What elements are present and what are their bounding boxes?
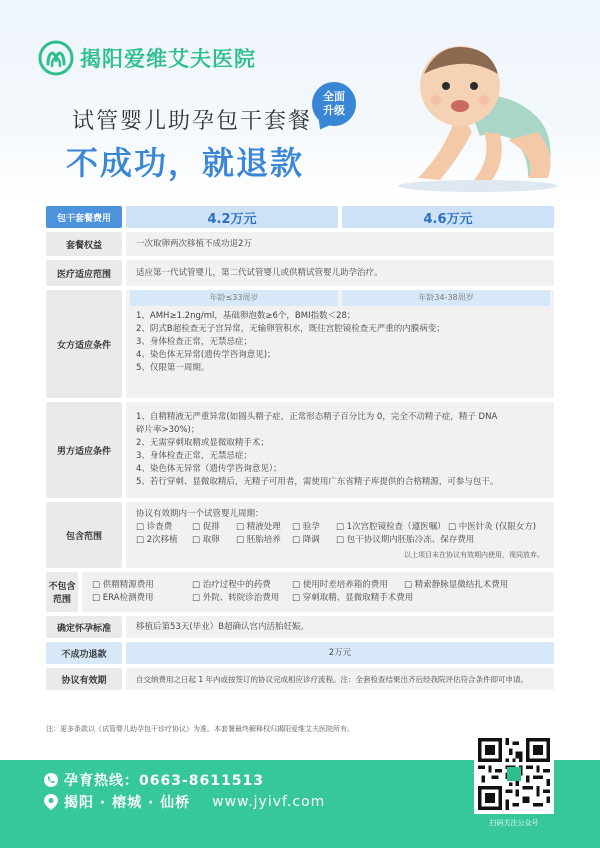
age-brackets <box>130 290 550 306</box>
pregnancy-label: 确定怀孕标准 <box>46 616 122 638</box>
included-item: □ 1次宫腔镜检查（遵医嘱） <box>336 522 446 532</box>
terms-footnote: 注：更多条款以《试管婴儿助孕包干诊疗协议》为准。本套餐最终解释权归揭阳爱维艾夫医院所有。 <box>46 725 354 733</box>
included-list <box>136 521 544 547</box>
male-label: 男方适应条件 <box>46 402 122 498</box>
male-item: 1、自精精液无严重异常(如圆头精子症，正常形态精子百分比为 0，完全不动精子症，精子 DNA <box>136 412 498 422</box>
excluded-row <box>46 572 554 612</box>
male-item: 4、染色体无异常（遗传学咨询意见）； <box>136 464 282 474</box>
hospital-logo <box>38 40 256 76</box>
female-item: 4、染色体无异常(遗传学咨询意见)； <box>136 350 276 360</box>
included-item: □ 胚胎培养 <box>236 535 281 545</box>
included-item <box>448 534 538 547</box>
excluded-item: □ 精索静脉显微结扎术费用 <box>404 580 509 590</box>
male-row <box>46 402 554 498</box>
included-item: □ 包干协议期内胚胎冷冻、保存费用 <box>336 535 475 545</box>
pregnancy-text: 移植后第53天(毕业）B超确认宫内活胎妊娠。 <box>126 616 554 638</box>
baby-photo <box>388 28 568 193</box>
excluded-item: □ 使用时差培养箱的费用 <box>292 580 388 590</box>
fee-row <box>46 206 554 228</box>
excluded-label: 不包含范围 <box>46 572 78 612</box>
refund-amount: 2万元 <box>126 642 554 664</box>
badge-line-1: 全面 <box>323 90 345 103</box>
refund-label: 不成功退款 <box>46 642 122 664</box>
qr-caption: 扫码关注公众号 <box>489 819 539 827</box>
validity-label: 协议有效期 <box>46 668 122 690</box>
address-text: 揭阳 · 榕城 · 仙桥 <box>64 795 191 811</box>
age-bracket-2: 年龄34-38周岁 <box>342 290 550 306</box>
hospital-name: 揭阳爱维艾夫医院 <box>80 47 256 71</box>
included-scope <box>126 502 554 568</box>
age-bracket-1: 年龄≤33周岁 <box>130 290 338 306</box>
refund-row <box>46 642 554 664</box>
benefit-row <box>46 232 554 256</box>
validity-row <box>46 668 554 690</box>
male-item: 碎片率>30%)； <box>136 425 200 435</box>
location-pin-icon <box>44 794 58 810</box>
hotline-line <box>44 770 264 790</box>
benefit-text: 一次取卵两次移植不成功退2万 <box>126 232 554 256</box>
female-row <box>46 290 554 398</box>
excluded-list <box>92 579 544 605</box>
included-item: □ 2次移植 <box>136 535 178 545</box>
badge-line-2: 升级 <box>323 104 345 117</box>
included-item: □ 取卵 <box>192 535 220 545</box>
phone-icon <box>44 773 58 787</box>
excluded-scope <box>82 572 554 612</box>
website-text[interactable]: www.jyivf.com <box>212 794 326 810</box>
female-item: 1、AMH≥1.2ng/ml，基础卵泡数≥6个，BMI指数＜28； <box>136 311 356 321</box>
qr-code-image <box>478 738 550 810</box>
included-note: 以上项目未在协议有效期内使用，视同放弃。 <box>404 551 544 559</box>
refund-headline: 不成功，就退款 <box>66 144 305 182</box>
female-item: 3、身体检查正常，无禁忌症； <box>136 337 252 347</box>
fee-prices <box>126 206 554 228</box>
included-item: □ 精液处理 <box>236 522 281 532</box>
excluded-item: □ 外院、转院诊治费用 <box>192 593 280 603</box>
female-conditions <box>126 290 554 398</box>
scope-row <box>46 260 554 286</box>
scope-text: 适应第一代试管婴儿，第二代试管婴儿或供精试管婴儿助孕治疗。 <box>126 260 554 286</box>
included-item: □ 诊查费 <box>136 522 173 532</box>
included-item: □ 降调 <box>292 535 320 545</box>
included-item: □ 促排 <box>192 522 220 532</box>
male-conditions <box>126 402 554 498</box>
fee-label: 包干套餐费用 <box>46 206 122 228</box>
validity-text: 自交纳费用之日起 1 年内或按签订的协议完成相应诊疗流程。注：全套检查结果出齐后经我院评估符合条件即可申请。 <box>126 668 554 690</box>
excluded-item: □ 供精精源费用 <box>92 580 154 590</box>
female-item: 2、阴式B超检查无子宫异常，无输卵管积水，既往宫腔镜检查无严重的内膜病变； <box>136 324 445 334</box>
package-table <box>46 206 554 694</box>
included-row <box>46 502 554 568</box>
included-item: □ 中医针灸 (仅限女方) <box>448 522 537 532</box>
pregnancy-row <box>46 616 554 638</box>
male-item: 3、身体检查正常，无禁忌症； <box>136 451 252 461</box>
package-subtitle: 试管婴儿助孕包干套餐 <box>72 109 313 134</box>
hotline-text: 孕育热线：0663-8611513 <box>64 773 264 789</box>
male-item: 5、若行穿刺、显微取精后，无精子可用者，需使用广东省精子库提供的合格精源，可参与包干。 <box>136 477 499 487</box>
excluded-item: □ 治疗过程中的药费 <box>192 580 271 590</box>
qr-code <box>474 734 554 814</box>
female-item: 5、仅限第一周期。 <box>136 363 210 373</box>
female-label: 女方适应条件 <box>46 290 122 398</box>
price-tier-1: 4.2万元 <box>126 206 338 228</box>
scope-label: 医疗适应范围 <box>46 260 122 286</box>
included-label: 包含范围 <box>46 502 122 568</box>
upgrade-badge <box>312 82 356 126</box>
excluded-item: □ ERA检测费用 <box>92 593 154 603</box>
address-line <box>44 792 325 812</box>
excluded-item <box>404 592 544 605</box>
excluded-item: □ 穿刺取精、显微取精手术费用 <box>292 593 414 603</box>
logo-icon <box>38 40 74 76</box>
included-item: □ 验孕 <box>292 522 320 532</box>
male-item: 2、无需穿刺取精或显微取精手术； <box>136 438 269 448</box>
included-intro: 协议有效期内一个试管婴儿周期： <box>136 509 264 519</box>
price-tier-2: 4.6万元 <box>342 206 554 228</box>
benefit-label: 套餐权益 <box>46 232 122 256</box>
